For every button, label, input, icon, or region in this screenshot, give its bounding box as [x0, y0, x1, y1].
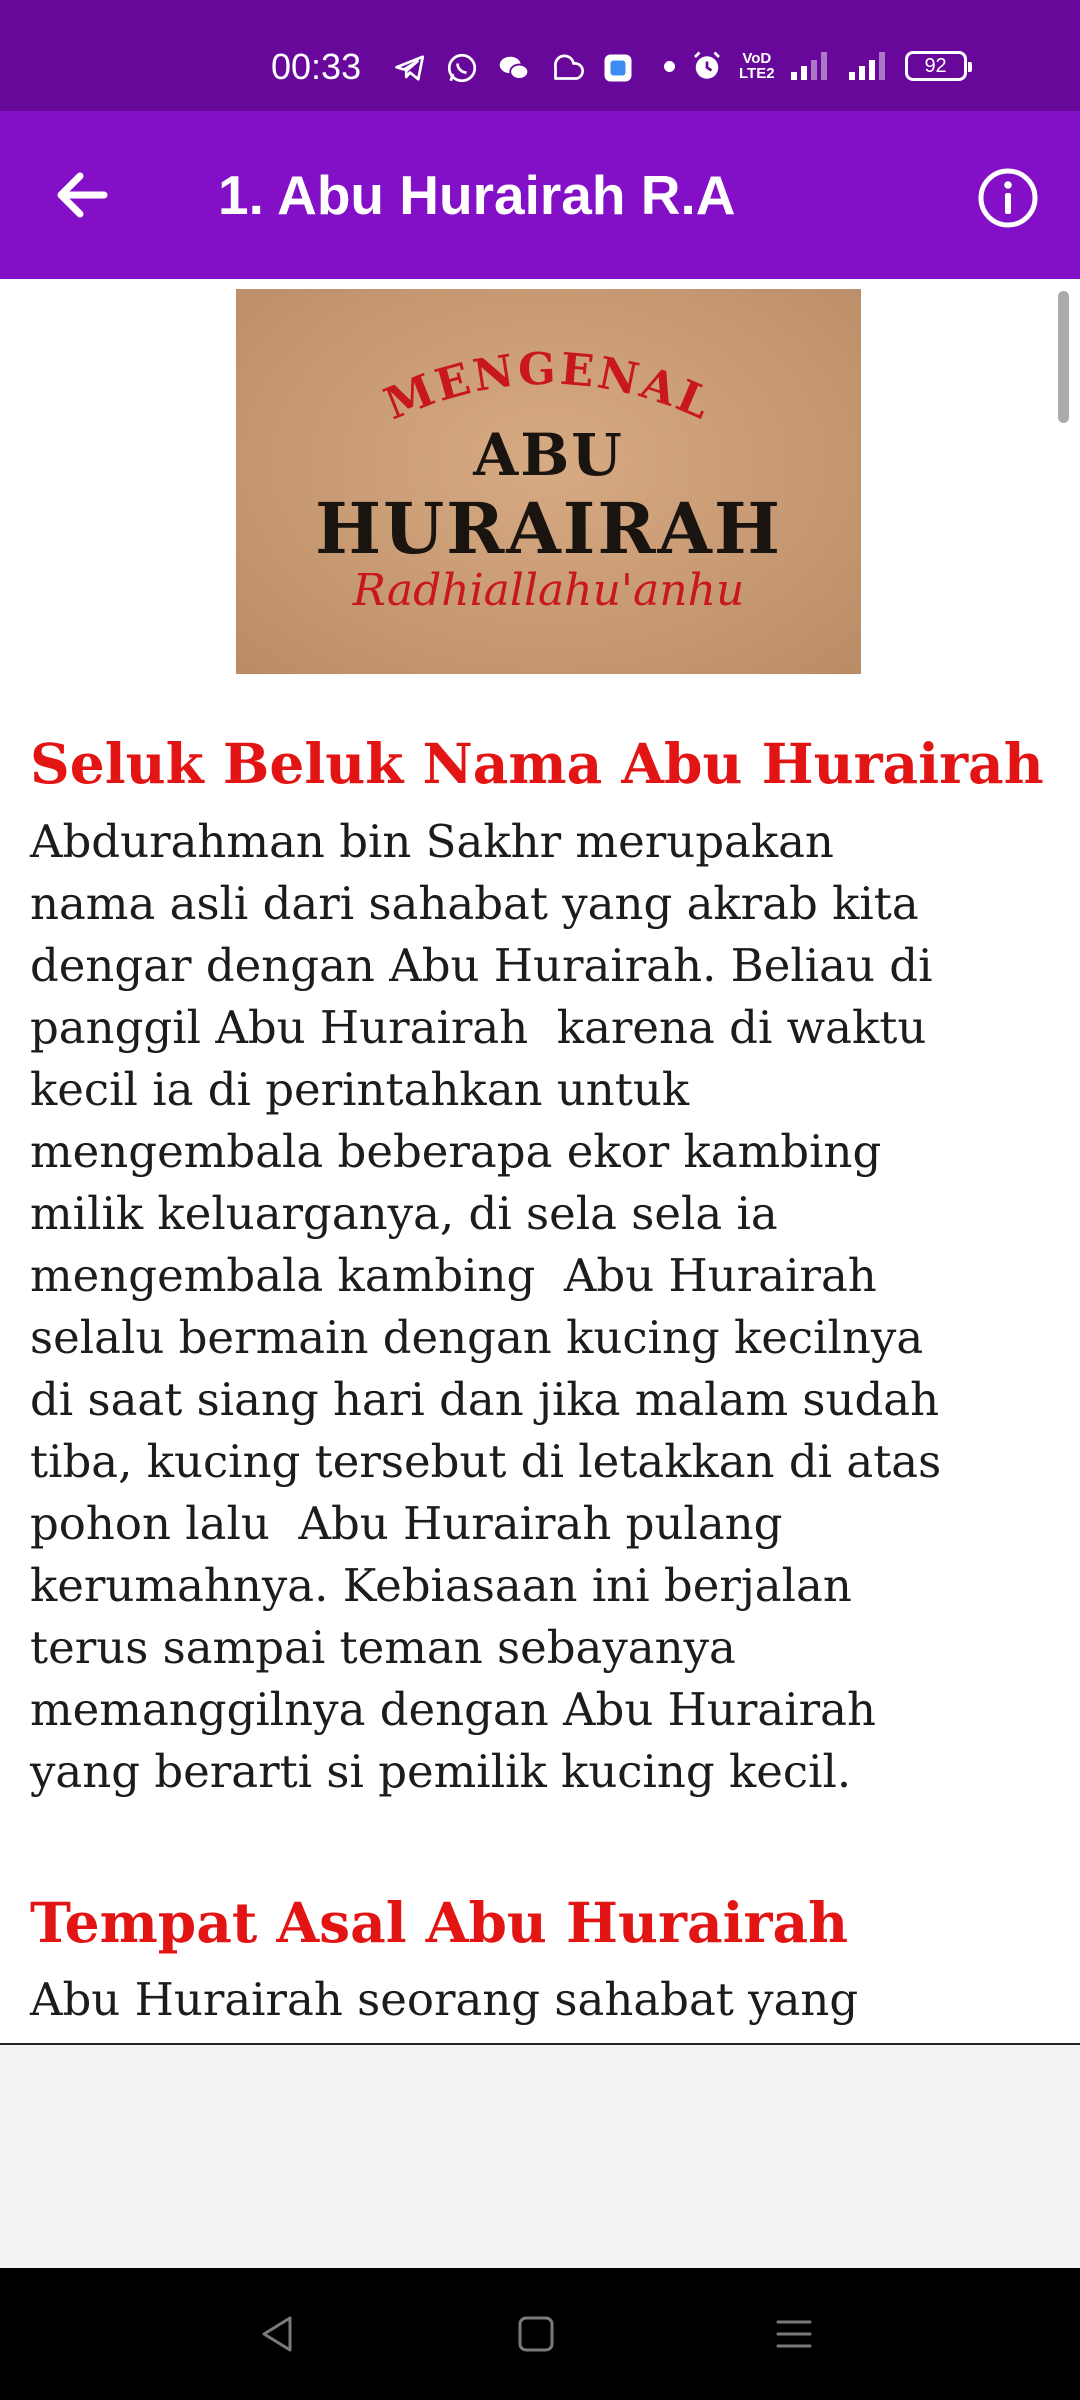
body-line: milik keluarganya, di sela sela ia	[30, 1187, 778, 1240]
body-line: yang berarti si pemilik kucing kecil.	[30, 1745, 852, 1798]
body-line: kecil ia di perintahkan untuk	[30, 1063, 690, 1116]
scrollbar[interactable]	[1058, 291, 1069, 423]
system-status-icons	[664, 48, 967, 84]
body-line: dengar dengan Abu Hurairah. Beliau di	[30, 939, 933, 992]
app-bar	[0, 111, 1080, 279]
page-title: 1. Abu Hurairah R.A	[218, 164, 736, 226]
whatsapp-icon	[444, 50, 480, 86]
body-line: di saat siang hari dan jika malam sudah	[30, 1373, 940, 1426]
banner-arc-text	[236, 329, 861, 429]
battery-level: 92	[924, 54, 947, 77]
banner-subtitle: Radhiallahu'anhu	[352, 565, 745, 616]
more-notifications-dot-icon	[664, 61, 675, 72]
body-line: tiba, kucing tersebut di letakkan di atas	[30, 1435, 942, 1488]
body-line: mengembala beberapa ekor kambing	[30, 1125, 882, 1178]
signal-sim2-icon	[847, 50, 891, 82]
article-content[interactable]	[0, 279, 1080, 2043]
body-line: kerumahnya. Kebiasaan ini berjalan	[30, 1559, 852, 1612]
volte-label-top: VoD	[742, 50, 772, 67]
ad-banner-area	[0, 2045, 1080, 2268]
section-heading-1: Seluk Beluk Nama Abu Hurairah	[30, 731, 1044, 796]
back-arrow-icon[interactable]	[48, 161, 116, 229]
article-banner-image	[236, 289, 861, 674]
body-line: panggil Abu Hurairah karena di waktu	[30, 1001, 927, 1054]
svg-text:MENGENAL	[377, 344, 720, 429]
wechat-icon	[496, 50, 532, 86]
alarm-icon	[689, 48, 725, 84]
body-line: nama asli dari sahabat yang akrab kita	[30, 877, 919, 930]
volte-indicator	[739, 51, 775, 81]
telegram-icon	[392, 50, 428, 86]
battery-icon	[905, 51, 967, 81]
body-line: memanggilnya dengan Abu Hurairah	[30, 1683, 876, 1736]
nav-back-icon[interactable]	[256, 2312, 300, 2356]
banner-line2: HURAIRAH	[314, 487, 783, 570]
status-bar	[0, 0, 1080, 111]
body-line: Abu Hurairah seorang sahabat yang	[30, 1973, 859, 2026]
body-line: Abdurahman bin Sakhr merupakan	[30, 815, 834, 868]
cloud-app-icon	[548, 50, 584, 86]
system-navigation-bar	[0, 2268, 1080, 2400]
banner-line1: ABU	[473, 421, 624, 489]
status-time: 00:33	[271, 46, 362, 87]
section-body-2	[30, 1969, 1060, 2031]
body-line: selalu bermain dengan kucing kecilnya	[30, 1311, 924, 1364]
notification-icons	[392, 50, 636, 86]
info-icon[interactable]	[976, 166, 1040, 230]
body-line: pohon lalu Abu Hurairah pulang	[30, 1497, 783, 1550]
section-heading-2: Tempat Asal Abu Hurairah	[30, 1890, 849, 1955]
app-notification-icon	[600, 50, 636, 86]
signal-sim1-icon	[789, 50, 833, 82]
banner-top-text: MENGENAL	[377, 343, 721, 429]
section-body-1	[30, 811, 1060, 1803]
nav-recents-menu-icon[interactable]	[772, 2312, 816, 2356]
nav-home-icon[interactable]	[514, 2312, 558, 2356]
volte-label-bottom: LTE2	[739, 65, 775, 82]
body-line: mengembala kambing Abu Hurairah	[30, 1249, 877, 1302]
body-line: terus sampai teman sebayanya	[30, 1621, 736, 1674]
